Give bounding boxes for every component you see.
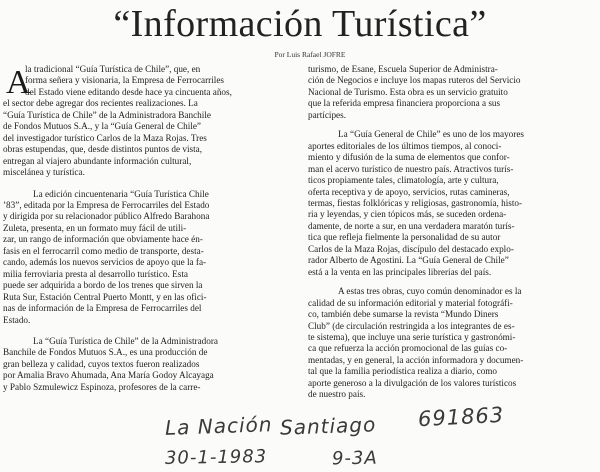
text-line: termas, fiestas folklóricas y religiosas, gastronomía, histo- xyxy=(308,197,523,208)
text-line: Club” (de circulación restringida a los integrantes de es- xyxy=(308,320,515,331)
text-line: por Amalia Bravo Ahumada, Ana María Godoy Alcayaga xyxy=(3,370,214,381)
text-line: puede ser adquirida a bordo de los trenes que sirven la xyxy=(3,280,203,291)
text-line: “Guía Turística de Chile” de la Administradora Banchile xyxy=(3,109,211,120)
handwritten-page: 9-3A xyxy=(331,447,378,470)
text-line: te sistema), que incluye una serie turística y gastronómi- xyxy=(308,331,516,342)
text-line: del investigador turístico Carlos de la Maza Rojas. Tres xyxy=(3,132,207,143)
text-line: entregan al viajero abundante información cultural, xyxy=(3,155,192,166)
left-column xyxy=(3,64,294,393)
text-line: man el acervo turístico de nuestro país. Atractivos turís- xyxy=(308,163,514,174)
text-line: y dirigida por su relacionador público Alfredo Barahona xyxy=(3,211,210,222)
text-line: milia ferroviaria presta al desarrollo turístico. Esta xyxy=(3,268,188,279)
paragraph xyxy=(308,64,596,121)
text-line: tica que refleja fielmente la personalidad de su autor xyxy=(308,232,501,243)
text-line: turismo, de Esane, Escuela Superior de Administra- xyxy=(308,64,498,74)
handwritten-reference: 691863 xyxy=(417,402,505,432)
paragraph xyxy=(3,336,294,393)
text-line: La “Guía Turística de Chile” de la Administradora xyxy=(33,335,218,346)
paragraph xyxy=(308,286,596,401)
text-line: zar, un rango de información que obviamente hace én- xyxy=(3,234,203,245)
text-line: fasis en el ferrocarril como medio de transporte, desta- xyxy=(3,245,204,256)
text-line: rador Alberto de Agostini. La “Guía General de Chile” xyxy=(308,255,509,266)
text-line: miscelánea y turística. xyxy=(3,167,85,178)
text-line: A estas tres obras, cuyo común denominador es la xyxy=(338,286,522,297)
text-line: aporte generoso a la divulgación de los valores turísticos xyxy=(308,377,517,388)
text-line: La “Guía General de Chile” es uno de los mayores xyxy=(338,129,524,140)
paragraph xyxy=(3,98,294,178)
text-line: ca que refuerza la acción promocional de las guías co- xyxy=(308,343,508,354)
text-line: que la referida empresa financiera proporciona a sus xyxy=(308,98,501,109)
text-line: Nacional de Turismo. Esta obra es un servicio gratuito xyxy=(308,86,508,97)
text-line: y Pablo Szmulewicz Espinoza, profesores de la carre- xyxy=(3,381,201,392)
text-line: oferta receptiva y de apoyo, servicios, rutas camineras, xyxy=(308,186,510,197)
text-line: ria y leyendas, y cien tópicos más, se suceden ordena- xyxy=(308,209,507,220)
text-line: el sector debe agregar dos recientes realizaciones. La xyxy=(3,98,198,109)
text-line: nas de información de la Empresa de Ferrocarriles del xyxy=(3,303,202,314)
text-line: partícipes. xyxy=(308,109,347,120)
text-line: Banchile de Fondos Mutuos S.A., es una producción de xyxy=(3,347,208,358)
text-line: está a la venta en las principales librerías del país. xyxy=(308,266,492,277)
text-line: mentadas, y en general, la acción informadora y documen- xyxy=(308,354,524,365)
text-line: obras estupendas, que, desde distintos puntos de vista, xyxy=(3,144,203,155)
text-line: Ruta Sur, Estación Central Puerto Montt, y en las ofici- xyxy=(3,291,207,302)
handwritten-source: La Nación xyxy=(164,412,273,440)
paragraph xyxy=(3,64,294,101)
text-line: miento y difusión de la suma de elementos que confor- xyxy=(308,152,510,163)
text-line: La edición cincuentenaria “Guía Turística Chile xyxy=(33,188,209,199)
text-line: ción de Negocios e incluye los mapas ruteros del Servicio xyxy=(308,75,521,86)
handwritten-city: Santiago xyxy=(279,412,377,440)
article-byline: Por Luis Rafael JOFRE xyxy=(274,50,346,59)
handwritten-date: 30-1-1983 xyxy=(164,446,268,469)
right-column xyxy=(308,64,596,401)
text-line: Carlos de la Maza Rojas, discípulo del destacado explo- xyxy=(308,243,514,254)
text-line: Estado. xyxy=(3,314,31,325)
paragraph xyxy=(3,189,294,326)
text-line: Zuleta, presenta, en un formato muy fácil de utili- xyxy=(3,222,187,233)
text-line: calidad de su información editorial y material fotográfi- xyxy=(308,297,513,308)
text-line: gran belleza y calidad, cuyos textos fueron realizados xyxy=(3,358,200,369)
text-line: tal que la familia periodística realiza a diario, como xyxy=(308,366,498,377)
text-line: ticos propiamente tales, climatología, arte y cultura, xyxy=(308,175,499,186)
text-line: forma señera y visionaria, la Empresa de Ferrocarriles xyxy=(25,75,224,86)
text-line: de nuestro país. xyxy=(308,389,366,400)
text-line: aportes editoriales de los últimos tiempos, al conoci- xyxy=(308,140,502,151)
text-line: la tradicional “Guía Turística de Chile”, que, en xyxy=(25,64,201,74)
article-title: “Información Turística” xyxy=(113,3,487,45)
text-line: ’83”, editada por la Empresa de Ferrocarriles del Estado xyxy=(3,199,210,210)
text-line: co, también debe sumarse la revista “Mundo Diners xyxy=(308,309,499,320)
paragraph xyxy=(308,129,596,278)
drop-cap: A xyxy=(6,64,31,101)
text-line: damente, de norte a sur, en una verdadera maratón turís- xyxy=(308,220,515,231)
text-line: del Estado viene editando desde hace ya cincuenta años, xyxy=(25,86,232,97)
text-line: cando, además los nuevos servicios de apoyo que la fa- xyxy=(3,257,207,268)
text-line: de Fondos Mutuos S.A., y la “Guía General de Chile” xyxy=(3,121,202,132)
